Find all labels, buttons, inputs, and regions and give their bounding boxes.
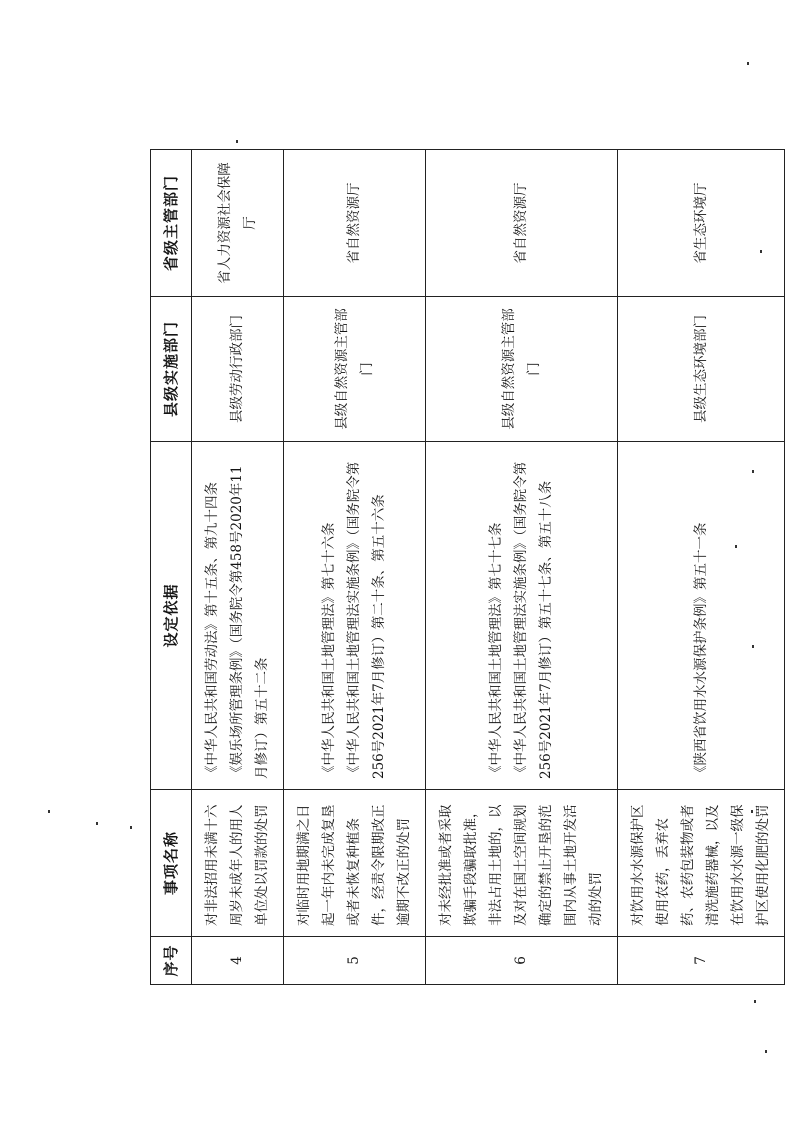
row-province-dept: 省生态环境厅: [618, 150, 785, 297]
row-name: 对饮用水水源保护区使用农药，丢弃农药、农药包装物或者清洗施药器械，以及在饮用水水源一级保护区使用化肥的处罚: [618, 790, 785, 937]
header-province-dept: 省级主管部门: [151, 150, 192, 297]
scan-speck: [735, 545, 737, 548]
scan-speck: [236, 140, 238, 143]
row-no: 7: [618, 937, 785, 985]
row-no: 6: [426, 937, 618, 985]
header-county-dept: 县级实施部门: [151, 297, 192, 442]
row-basis: 《中华人民共和国劳动法》第十五条、第九十四条 《娱乐场所管理条例》（国务院令第458号2020年11月修订）第五十二条: [192, 442, 284, 790]
row-province-dept: 省人力资源社会保障厅: [192, 150, 284, 297]
enforcement-items-table: [150, 149, 785, 985]
scan-speck: [96, 822, 98, 825]
rotated-table-container: [150, 150, 771, 985]
header-name: 事项名称: [151, 790, 192, 937]
scan-speck: [130, 826, 132, 829]
scan-speck: [48, 810, 50, 813]
scan-speck: [747, 62, 749, 65]
scan-speck: [760, 250, 762, 253]
table-row: [426, 150, 618, 985]
scan-speck: [752, 470, 754, 473]
row-county-dept: 县级劳动行政部门: [192, 297, 284, 442]
header-basis: 设定依据: [151, 442, 192, 790]
scan-speck: [751, 810, 753, 813]
row-name: 对非法招用未满十六周岁未成年人的用人单位处以罚款的处罚: [192, 790, 284, 937]
table-row: [192, 150, 284, 985]
scan-speck: [754, 1000, 756, 1003]
table-row: [284, 150, 426, 985]
row-province-dept: 省自然资源厅: [426, 150, 618, 297]
row-county-dept: 县级生态环境部门: [618, 297, 785, 442]
table-header-row: [151, 150, 192, 985]
row-basis: 《陕西省饮用水水源保护条例》第五十一条: [618, 442, 785, 790]
row-name: 对临时用地期满之日起一年内未完成复垦或者未恢复种植条件，经责令限期改正逾期不改正的处罚: [284, 790, 426, 937]
row-basis: 《中华人民共和国土地管理法》第七十六条 《中华人民共和国土地管理法实施条例》（国务院令第256号2021年7月修订）第二十条、第五十六条: [284, 442, 426, 790]
header-no: 序号: [151, 937, 192, 985]
row-county-dept: 县级自然资源主管部门: [284, 297, 426, 442]
row-basis: 《中华人民共和国土地管理法》第七十七条 《中华人民共和国土地管理法实施条例》（国务院令第256号2021年7月修订）第五十七条、第五十八条: [426, 442, 618, 790]
row-no: 5: [284, 937, 426, 985]
scan-speck: [752, 645, 754, 648]
row-name: 对未经批准或者采取欺骗手段骗取批准，非法占用土地的，以及对在国土空间规划确定的禁止开垦的范围内从事土地开发活动的处罚: [426, 790, 618, 937]
row-county-dept: 县级自然资源主管部门: [426, 297, 618, 442]
row-no: 4: [192, 937, 284, 985]
row-province-dept: 省自然资源厅: [284, 150, 426, 297]
table-row: [618, 150, 785, 985]
scan-speck: [765, 1050, 767, 1053]
